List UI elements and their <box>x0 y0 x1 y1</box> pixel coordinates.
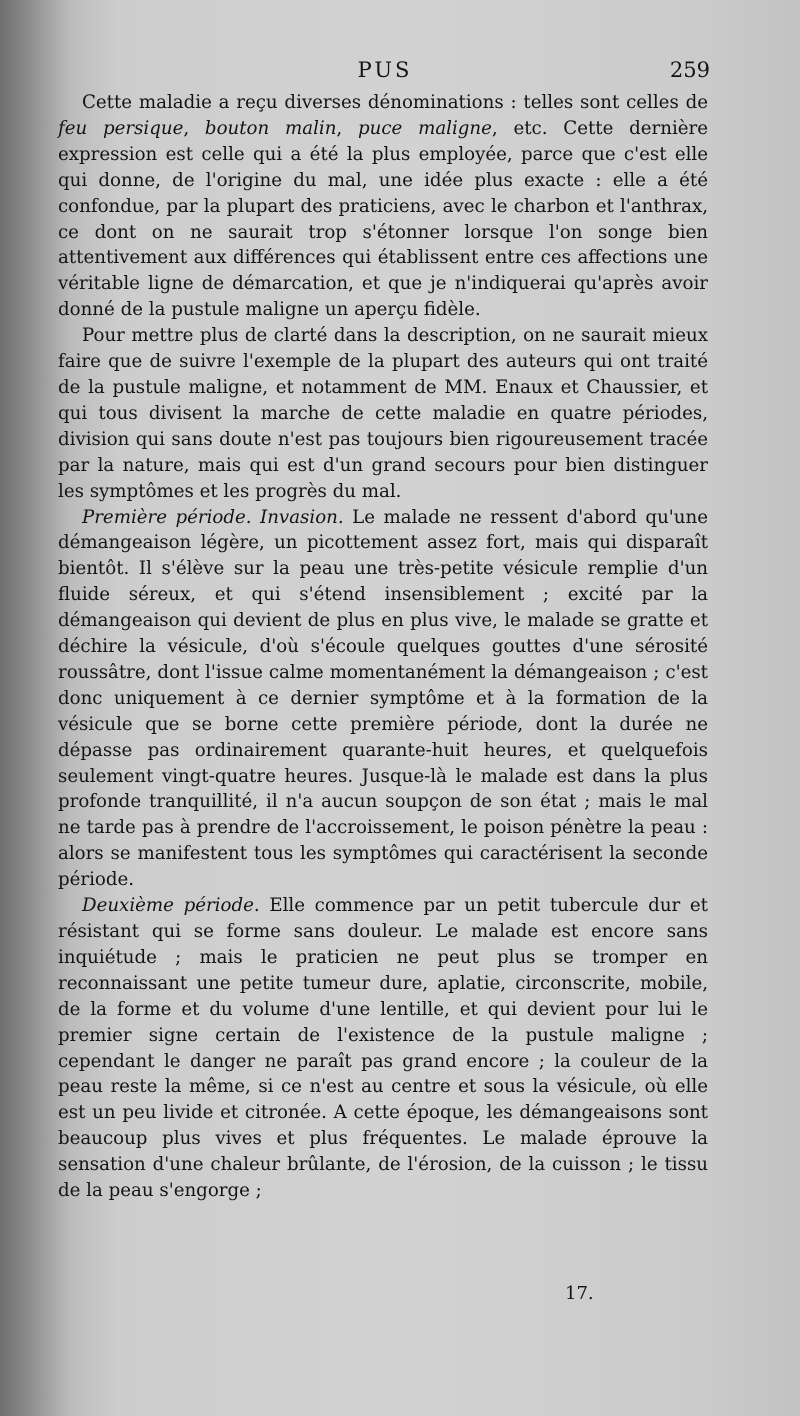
section-heading: Deuxième période. <box>82 895 260 917</box>
body-text <box>58 90 708 1204</box>
page-number: 259 <box>669 58 710 82</box>
paragraph <box>58 505 708 894</box>
paragraph <box>58 893 708 1204</box>
text-run: , <box>336 117 358 139</box>
italic-term: bouton malin <box>204 117 337 139</box>
text-run: , <box>183 117 205 139</box>
italic-term: puce maligne <box>357 117 492 139</box>
text-run: Elle commence par un petit tubercule dur et résistant qui se forme sans douleur. Le malade est encore sans inquiétude ; mais le praticien ne peut plus se tromper en reconnaissant une petite tumeur dure, aplatie, circonscrite, mobile, de la forme et du volume d'une lentille, et qui devient pour lui le premier signe certain de l'existence de la pustule maligne ; cependant le danger ne paraît pas grand encore ; la couleur de la peau reste la même, si ce n'est au centre et sous la vésicule, où elle est un peu livide et citronée. A cette époque, les démangeaisons sont beaucoup plus vives et plus fréquentes. Le malade éprouve la sensation d'une chaleur brûlante, de l'érosion, de la cuisson ; le tissu de la peau s'engorge ; <box>58 895 708 1202</box>
page-header <box>60 58 710 88</box>
paragraph <box>58 323 708 504</box>
paragraph <box>58 90 708 323</box>
running-head: PUS <box>357 58 413 82</box>
text-run: Le malade ne ressent d'abord qu'une démangeaison légère, un picottement assez fort, mais qui disparaît bientôt. Il s'élève sur la peau une très-petite vésicule remplie d'un fluide séreux, et qui s'étend insensiblement ; excité par la démangeaison qui devient de plus en plus vive, le malade se gratte et déchire la vésicule, d'où s'écoule quelques gouttes d'une sérosité roussâtre, dont l'issue calme momentanément la démangeaison ; c'est donc uniquement à ce dernier symptôme et à la formation de la vésicule que se borne cette première période, dont la durée ne dépasse pas ordinairement quarante-huit heures, et quelquefois seulement vingt-quatre heures. Jusque-là le malade est dans la plus profonde tranquillité, il n'a aucun soupçon de son état ; mais le mal ne tarde pas à prendre de l'accroissement, le poison pénètre la peau : alors se manifestent tous les symptômes qui caractérisent la seconde période. <box>58 506 708 891</box>
text-run: Pour mettre plus de clarté dans la description, on ne saurait mieux faire que de suivre l'exemple de la plupart des auteurs qui ont traité de la pustule maligne, et notamment de MM. Enaux et Chaussier, et qui tous divisent la marche de cette maladie en quatre périodes, division qui sans doute n'est pas toujours bien rigoureusement tracée par la nature, mais qui est d'un grand secours pour bien distinguer les symptômes et les progrès du mal. <box>58 325 708 502</box>
section-heading: Première période. Invasion. <box>82 506 344 528</box>
text-run: Cette maladie a reçu diverses dénominations : telles sont celles de <box>82 92 708 113</box>
signature-mark: 17. <box>565 1283 594 1304</box>
text-run: , etc. Cette dernière expression est celle qui a été la plus employée, parce que c'est elle qui donne, de l'origine du mal, une idée plus exacte : elle a été confondue, par la plupart des praticiens, avec le charbon et l'anthrax, ce dont on ne saurait trop s'étonner lorsque l'on songe bien attentivement aux différences qui établissent entre ces affections une véritable ligne de démarcation, et que je n'indiquerai qu'après avoir donné de la pustule maligne un aperçu fidèle. <box>58 117 708 321</box>
italic-term: feu persique <box>58 117 184 139</box>
